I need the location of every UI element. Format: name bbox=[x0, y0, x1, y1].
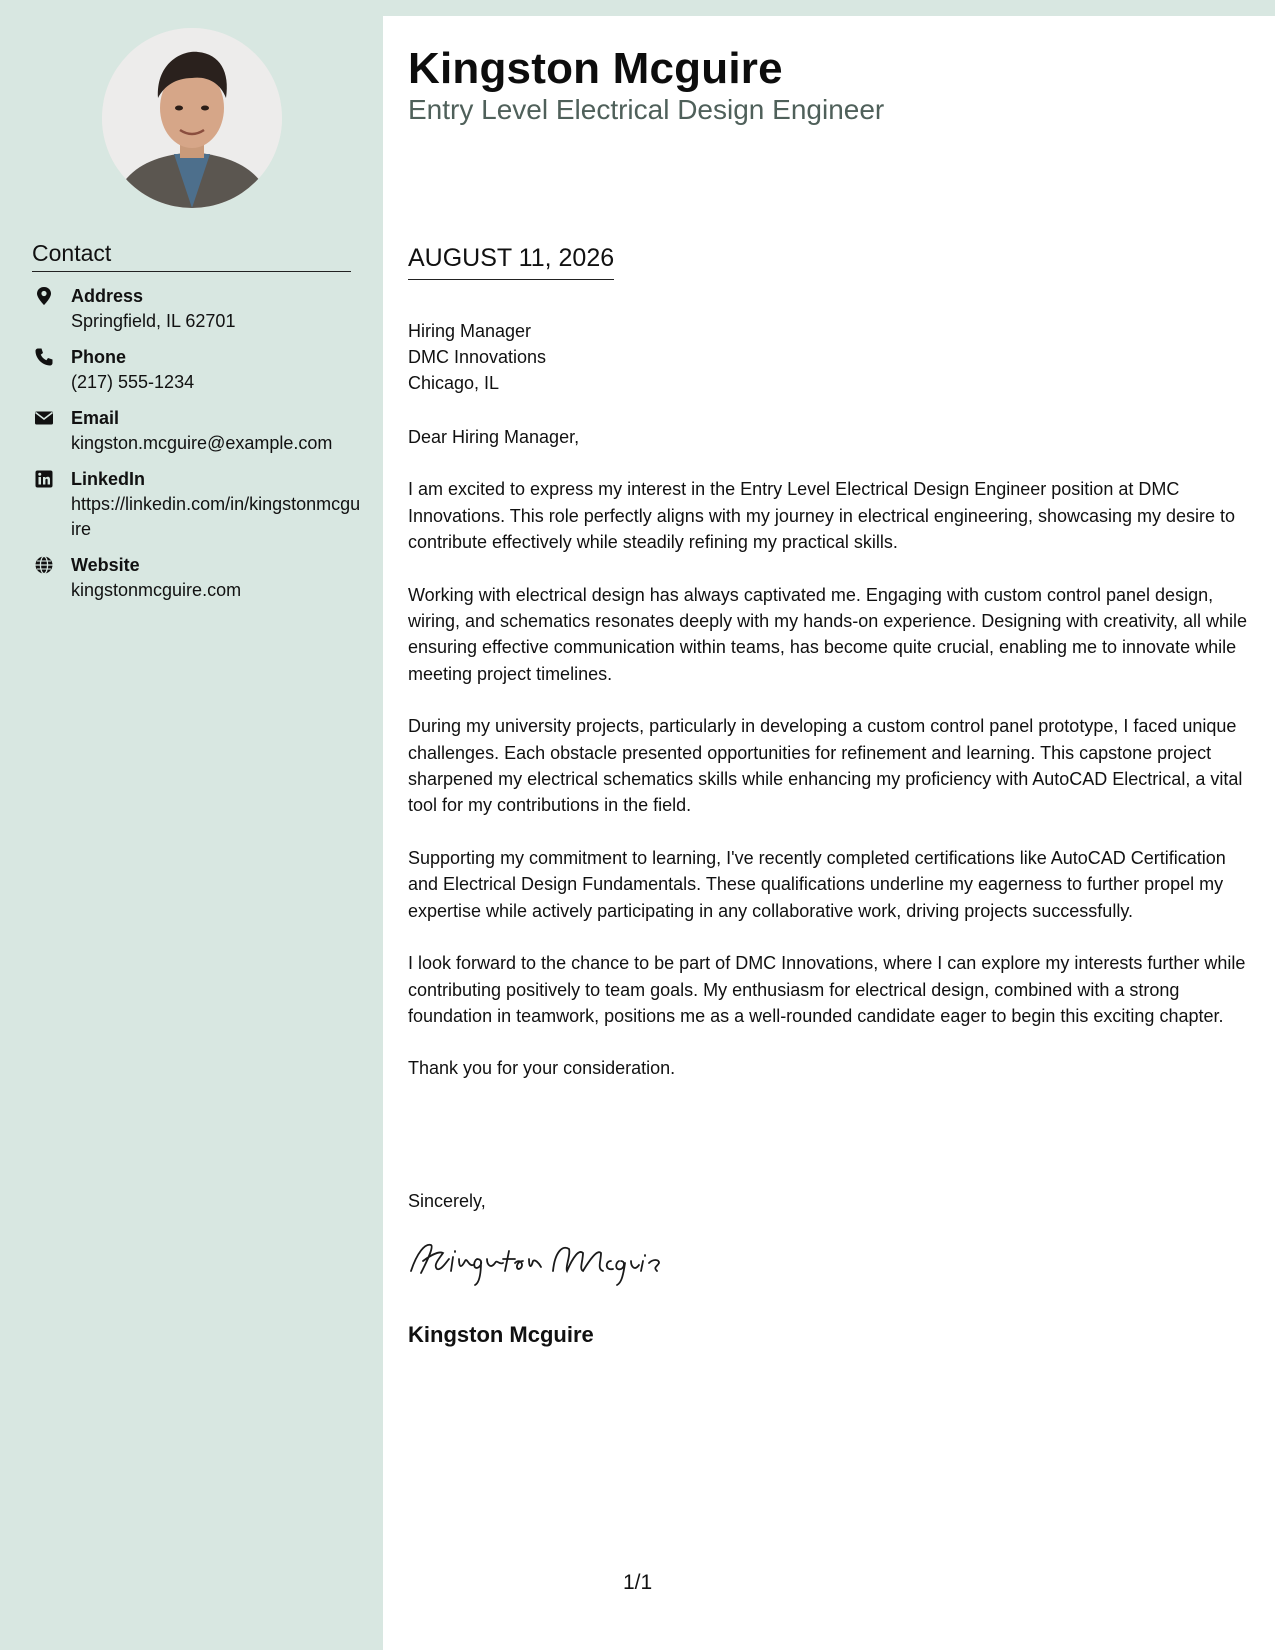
contact-label-address: Address bbox=[71, 286, 144, 306]
recipient-line: DMC Innovations bbox=[408, 347, 547, 367]
contact-item-linkedin bbox=[32, 467, 362, 542]
recipient-line: Chicago, IL bbox=[408, 373, 500, 393]
contact-label-website: Website bbox=[71, 555, 140, 575]
map-pin-icon bbox=[34, 286, 54, 306]
contact-value-website[interactable]: kingstonmcguire.com bbox=[71, 580, 242, 600]
body-paragraph: Working with electrical design has always captivated me. Engaging with custom control panel design, wiring, and schematics resonates deeply with my hands-on experience. Designing with creativity, all while ensuring effective communication within teams, has become quite crucial, enabling me to innovate while meeting project timelines. bbox=[408, 584, 1248, 684]
contact-label-phone: Phone bbox=[71, 347, 127, 367]
letter-main bbox=[383, 16, 1275, 1650]
closing: Sincerely, bbox=[408, 1191, 486, 1211]
linkedin-icon bbox=[34, 469, 54, 489]
phone-icon bbox=[34, 347, 54, 367]
body-paragraph: I am excited to express my interest in the Entry Level Electrical Design Engineer position at DMC Innovations. This role perfectly aligns with my journey in electrical engineering, showcasing my desire to contribute effectively while steadily refining my practical skills. bbox=[408, 479, 1236, 553]
envelope-icon bbox=[34, 408, 54, 428]
job-title: Entry Level Electrical Design Engineer bbox=[408, 94, 885, 125]
contact-value-phone: (217) 555-1234 bbox=[71, 372, 195, 392]
recipient-block bbox=[408, 318, 546, 396]
contact-list bbox=[32, 284, 362, 614]
contact-item-email bbox=[32, 406, 362, 456]
applicant-name: Kingston Mcguire bbox=[408, 44, 783, 93]
contact-label-linkedin: LinkedIn bbox=[71, 469, 146, 489]
letter-date: AUGUST 11, 2026 bbox=[408, 244, 614, 280]
body-paragraph: I look forward to the chance to be part of DMC Innovations, where I can explore my interests further while contributing positively to team goals. My enthusiasm for electrical design, combined with a strong foundation in teamwork, positions me as a well-rounded candidate eager to begin this exciting chapter. bbox=[408, 953, 1246, 1026]
contact-value-email[interactable]: kingston.mcguire@example.com bbox=[71, 433, 333, 453]
avatar bbox=[102, 28, 282, 208]
salutation: Dear Hiring Manager, bbox=[408, 427, 580, 447]
contact-item-phone bbox=[32, 345, 362, 395]
body-paragraph: Supporting my commitment to learning, I've recently completed certifications like AutoCAD Certification and Electrical Design Fundamentals. These qualifications underline my eagerness to further propel my expertise while actively participating in any collaborative work, driving projects successfully. bbox=[408, 847, 1226, 921]
sidebar bbox=[0, 0, 383, 1650]
contact-label-email: Email bbox=[71, 408, 120, 428]
contact-item-address bbox=[32, 284, 362, 334]
body-paragraph: Thank you for your consideration. bbox=[408, 1058, 676, 1079]
page-number: 1/1 bbox=[623, 1571, 653, 1594]
letter-body bbox=[408, 424, 1250, 1108]
body-paragraph: During my university projects, particularly in developing a custom control panel prototype, I faced unique challenges. Each obstacle presented opportunities for refinement and learning. This capstone project sharpened my electrical schematics skills while enhancing my proficiency with AutoCAD Electrical, a vital tool for my contributions in the field. bbox=[408, 716, 1243, 816]
contact-value-linkedin[interactable]: https://linkedin.com/in/kingstonmcguire bbox=[71, 494, 361, 539]
contact-value-address: Springfield, IL 62701 bbox=[71, 311, 236, 331]
contact-item-website bbox=[32, 553, 362, 603]
signed-name: Kingston Mcguire bbox=[408, 1322, 594, 1347]
contact-heading: Contact bbox=[32, 240, 351, 272]
globe-icon bbox=[34, 555, 54, 575]
handwritten-signature bbox=[403, 1231, 683, 1296]
recipient-line: Hiring Manager bbox=[408, 321, 532, 341]
